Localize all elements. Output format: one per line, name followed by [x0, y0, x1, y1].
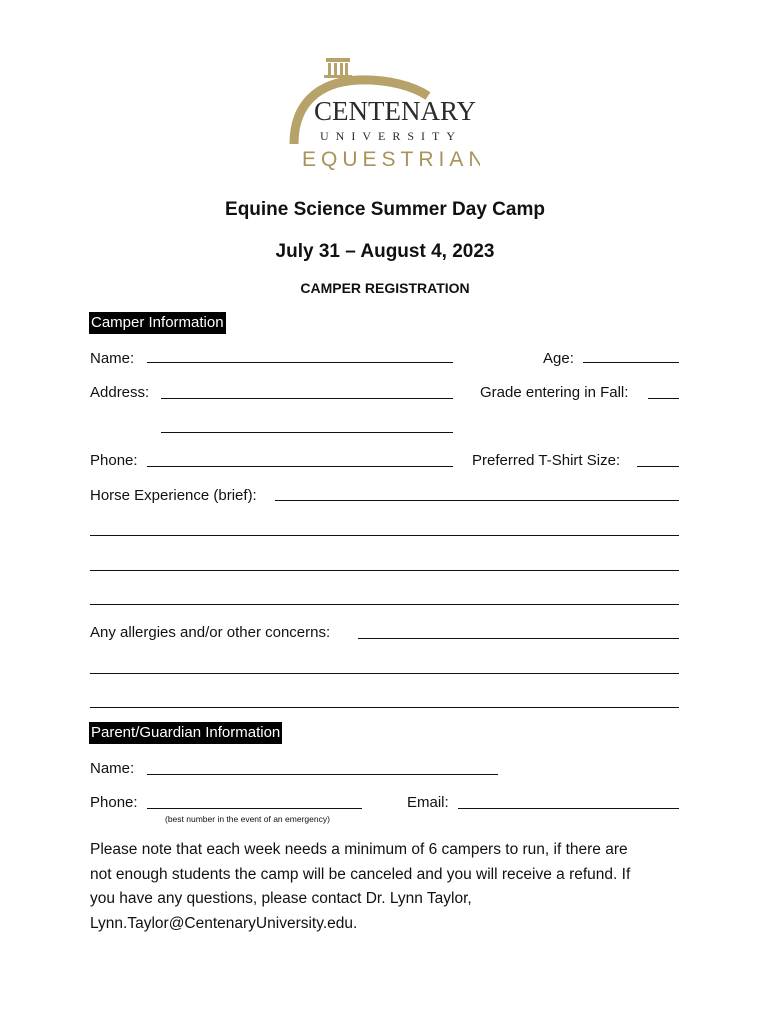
contact-email: Lynn.Taylor@CentenaryUniversity.edu. — [90, 914, 358, 932]
address-label: Address: — [90, 384, 150, 401]
tshirt-label: Preferred T-Shirt Size: — [472, 452, 621, 469]
logo-graphic — [288, 54, 480, 172]
camper-phone-label: Phone: — [90, 452, 138, 469]
grade-label: Grade entering in Fall: — [480, 384, 629, 401]
logo-text-university: UNIVERSITY — [320, 129, 462, 143]
parent-phone-label: Phone: — [90, 794, 138, 811]
camper-name-label: Name: — [90, 350, 135, 367]
camp-dates: July 31 – August 4, 2023 — [275, 241, 495, 262]
allergies-label: Any allergies and/or other concerns: — [90, 624, 331, 641]
horse-experience-line3[interactable] — [90, 570, 679, 571]
parent-name-label: Name: — [90, 760, 135, 777]
camper-name-field[interactable] — [147, 362, 453, 363]
phone-note: (best number in the event of an emergency) — [165, 814, 330, 824]
parent-name-field[interactable] — [147, 774, 498, 775]
tshirt-field[interactable] — [637, 466, 679, 467]
horse-experience-label: Horse Experience (brief): — [90, 487, 257, 504]
note-line-3: you have any questions, please contact Dr. Lynn Taylor, — [90, 890, 472, 907]
parent-info-header: Parent/Guardian Information — [89, 722, 282, 744]
address-field-line1[interactable] — [161, 398, 453, 399]
allergies-line3[interactable] — [90, 707, 679, 708]
horse-experience-line4[interactable] — [90, 604, 679, 605]
email-label: Email: — [407, 794, 449, 811]
cancellation-note — [90, 838, 690, 936]
horse-experience-field[interactable] — [275, 500, 679, 501]
camper-info-header: Camper Information — [89, 312, 226, 334]
age-field[interactable] — [583, 362, 679, 363]
age-label: Age: — [543, 350, 574, 367]
note-line-1: Please note that each week needs a minimum of 6 campers to run, if there are — [90, 841, 628, 858]
page-title: Equine Science Summer Day Camp — [225, 199, 545, 220]
grade-field[interactable] — [648, 398, 679, 399]
horse-experience-line2[interactable] — [90, 535, 679, 536]
allergies-line2[interactable] — [90, 673, 679, 674]
address-field-line2[interactable] — [161, 432, 453, 433]
form-subtitle: CAMPER REGISTRATION — [300, 280, 470, 296]
email-field[interactable] — [458, 808, 679, 809]
centenary-equestrian-logo — [288, 54, 480, 172]
note-line-2: not enough students the camp will be canceled and you will receive a refund. If — [90, 865, 631, 883]
allergies-field[interactable] — [358, 638, 679, 639]
logo-text-centenary: CENTENARY — [314, 96, 476, 126]
logo-text-equestrian: EQUESTRIAN — [302, 148, 480, 171]
parent-phone-field[interactable] — [147, 808, 362, 809]
camper-phone-field[interactable] — [147, 466, 453, 467]
